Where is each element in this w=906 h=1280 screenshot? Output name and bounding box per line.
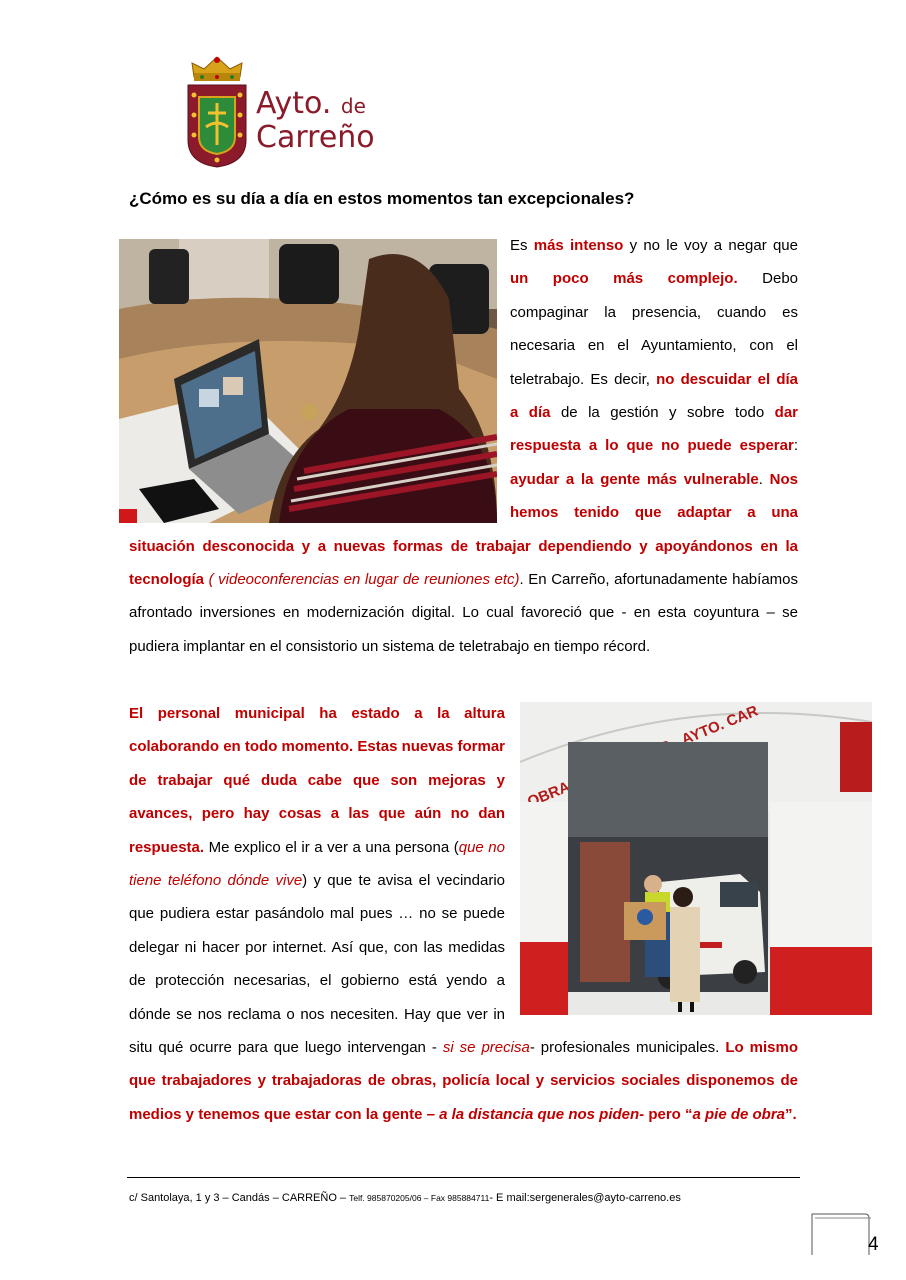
footer-phones: Telf. 985870205/06 – Fax 985884711 [349, 1193, 490, 1203]
text-span: y no le voy a negar que [623, 237, 798, 254]
text-span: Me explico el ir a ver a una persona ( [204, 838, 459, 856]
text-span: . [758, 470, 770, 488]
text-span: de la gestión y sobre todo [550, 404, 775, 422]
text-span: un poco más complejo. [510, 270, 738, 288]
answer-paragraph-1 [129, 229, 798, 699]
text-span: Nos hemos tenido que adaptar a una situación desconocida y a nuevas formas de trabajar dependiendo y apoyándonos en la tecnología [129, 470, 798, 589]
text-span: . En Carreño, afortunadamente habíamos afrontado inversiones en modernización digital. Lo cual favoreció que - en esta coyuntura – se pudiera implantar en el consistorio un sistema de teletrabajo en tiempo récord. [129, 571, 798, 655]
text-span: si se precisa [442, 1039, 530, 1057]
text-span: dar respuesta a lo que no puede esperar [510, 404, 798, 455]
logo-ayto: Ayto. [256, 86, 332, 121]
logo-de: de [340, 94, 366, 118]
text-span: Debo compaginar la presencia, cuando es necesaria en el Ayuntamiento, con el teletrabajo. Es decir, [510, 270, 798, 388]
footer-contact [129, 1192, 681, 1204]
text-span: no descuidar el día a día [510, 370, 799, 422]
footer-email: - E mail:sergenerales@ayto-carreno.es [489, 1192, 681, 1204]
text-span: Lo mismo que trabajadores y trabajadoras de obras, policía local y servicios sociales disponemos de medios y tenemos que estar con la gente [129, 1039, 798, 1123]
answer-paragraph-2 [129, 697, 798, 1167]
text-span: ( videoconferencias en lugar de reuniones etc) [204, 571, 520, 589]
coat-of-arms-icon [184, 55, 250, 170]
text-span: más intenso [533, 237, 624, 254]
logo-text [256, 86, 375, 155]
text-span: El personal municipal ha estado a la altura colaborando en todo momento. Estas nuevas formar de trabajar qué duda cabe que son mejoras y avances, pero hay cosas a las que aún no dan respuesta. [129, 705, 505, 856]
text-span: ayudar a la gente más vulnerable [510, 470, 759, 488]
page-number: 4 [868, 1234, 879, 1255]
text-span: ) y que te avisa el vecindario que pudiera estar pasándolo mal pues … no se puede delegar ni hacer por internet. Así que, con las medidas de protección necesarias, el gobierno está yendo a dónde se nos reclama o nos necesiten. Hay que ver in situ qué ocurre para que luego intervengan - [129, 872, 506, 1057]
text-span: : [793, 437, 798, 455]
footer-divider [127, 1177, 800, 1178]
text-span: Es [510, 237, 534, 254]
text-span: – a la distancia que nos piden- [426, 1105, 645, 1123]
text-span: - profesionales municipales. [529, 1039, 726, 1057]
text-span: que no tiene teléfono dónde vive [129, 838, 505, 890]
text-span: a pie de obra [692, 1105, 786, 1123]
building-sign: OBRAS AYTO. CAR [525, 702, 761, 811]
text-span: ”. [785, 1105, 797, 1123]
ayuntamiento-logo [184, 55, 394, 170]
footer-address: c/ Santolaya, 1 y 3 – Candás – CARREÑO – [129, 1192, 350, 1204]
logo-carreno: Carreño [256, 120, 375, 155]
text-span: pero “ [644, 1105, 693, 1123]
interview-question: ¿Cómo es su día a día en estos momentos tan excepcionales? [129, 189, 635, 208]
